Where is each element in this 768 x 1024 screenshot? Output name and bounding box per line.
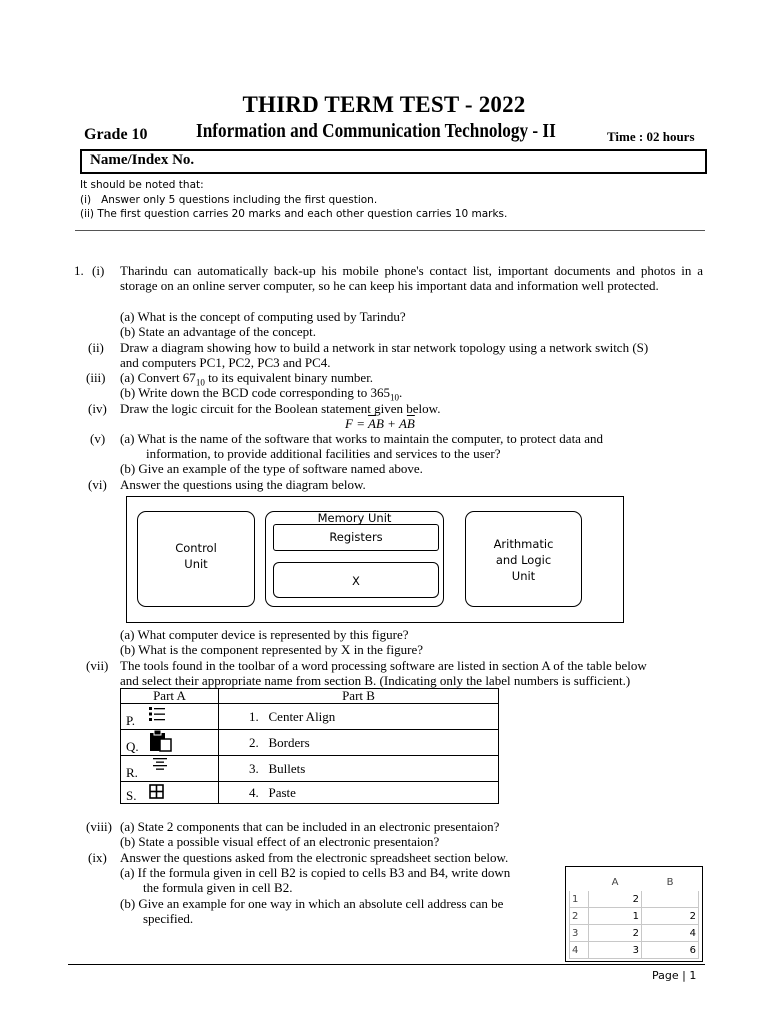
x-component-box: X (273, 562, 439, 598)
memory-unit-title: Memory Unit (317, 511, 392, 525)
test-title: THIRD TERM TEST - 2022 (242, 92, 526, 117)
paste-icon (149, 730, 173, 756)
table-header-part-b: Part B (219, 689, 499, 704)
borders-icon (149, 784, 164, 803)
part-vii-line1: The tools found in the toolbar of a word processing software are listed in section A of the table below (120, 658, 647, 673)
part-viii-a: (a) State 2 components that can be included in an electronic presentaion? (120, 819, 500, 834)
table-header-part-a: Part A (121, 689, 219, 704)
part-v-a1: (a) What is the name of the software that works to maintain the computer, to protect data and (120, 431, 603, 446)
footer-divider (68, 964, 705, 965)
part-ix-a2: the formula given in cell B2. (143, 880, 293, 895)
part-label: (ix) (88, 850, 107, 865)
part-label: (viii) (86, 819, 112, 834)
part-vii-line2: and select their appropriate name from section B. (Indicating only the label numbers is sufficient.) (120, 673, 631, 688)
part-label: (iii) (86, 370, 106, 385)
part-label: (iv) (88, 401, 107, 416)
note-heading: It should be noted that: (80, 179, 204, 191)
table-row: R. 3. Bullets (121, 756, 499, 782)
part-ix-b1: (b) Give an example for one way in which an absolute cell address can be (120, 896, 504, 911)
part-i-a: (a) What is the concept of computing used by Tarindu? (120, 309, 406, 324)
table-row: Q. 2. Borders (121, 730, 499, 756)
sheet-row: 1 2 (570, 891, 699, 908)
table-row: P. 1. Center Align (121, 704, 499, 730)
spreadsheet-excerpt (565, 866, 703, 962)
part-i-b: (b) State an advantage of the concept. (120, 324, 316, 339)
table-row: S. 4. Paste (121, 782, 499, 804)
part-label: (vii) (86, 658, 109, 673)
bullets-icon (148, 705, 166, 727)
part-i-intro: Tharindu can automatically back-up his mobile phone's contact list, important documents and photos in a storage on an online server computer, so he can keep his important data and information well protected. (120, 263, 703, 294)
part-vi-b: (b) What is the component represented by X in the figure? (120, 642, 423, 657)
part-ix-text: Answer the questions asked from the electronic spreadsheet section below. (120, 850, 509, 865)
subject-title: Information and Communication Technology - II (196, 120, 556, 142)
sheet-row: 4 3 6 (570, 942, 699, 959)
part-v-a2: information, to provide additional facilities and services to the user? (146, 446, 501, 461)
computer-diagram (126, 496, 624, 623)
time-label: Time : 02 hours (607, 129, 695, 144)
registers-box: Registers (273, 524, 439, 551)
page-number: Page | 1 (652, 969, 697, 982)
part-iii-b: (b) Write down the BCD code corresponding to $365_{10}$. (120, 385, 403, 403)
part-iii-a: (a) Convert $67_{10}$ to its equivalent binary number. (120, 370, 374, 388)
note-item: (ii) The first question carries 20 marks and each other question carries 10 marks. (80, 208, 508, 220)
tools-table (120, 688, 499, 804)
part-label: (vi) (88, 477, 107, 492)
control-unit-box: Control Unit (137, 511, 255, 607)
part-iv-text: Draw the logic circuit for the Boolean statement given below. (120, 401, 441, 416)
part-ix-b2: specified. (143, 911, 194, 926)
memory-unit-box (265, 511, 444, 607)
part-ii-line2: and computers PC1, PC2, PC3 and PC4. (120, 355, 331, 370)
note-item: (i) Answer only 5 questions including the first question. (80, 193, 378, 206)
grade-label: Grade 10 (84, 126, 148, 143)
part-v-b: (b) Give an example of the type of software named above. (120, 461, 423, 476)
sheet-row: 3 2 4 (570, 925, 699, 942)
sheet-row: 2 1 2 (570, 908, 699, 925)
part-ix-a1: (a) If the formula given in cell B2 is copied to cells B3 and B4, write down (120, 865, 511, 880)
part-label: (v) (90, 431, 106, 446)
column-header: B (642, 874, 699, 891)
question-number: 1. (74, 263, 84, 278)
part-vi-a: (a) What computer device is represented by this figure? (120, 627, 409, 642)
alu-box: Arithmatic and Logic Unit (465, 511, 582, 607)
part-label: (i) (92, 263, 105, 278)
column-header: A (589, 874, 642, 891)
part-ii-line1: Draw a diagram showing how to build a network in star network topology using a network switch (S) (120, 340, 649, 355)
name-index-label: Name/Index No. (90, 152, 195, 168)
part-label: (ii) (88, 340, 104, 355)
boolean-formula: $F = \overline{A}B + A\overline{B}$ (345, 416, 415, 431)
part-viii-b: (b) State a possible visual effect of an electronic presentaion? (120, 834, 440, 849)
center-align-icon (152, 757, 168, 775)
part-vi-text: Answer the questions using the diagram below. (120, 477, 366, 492)
